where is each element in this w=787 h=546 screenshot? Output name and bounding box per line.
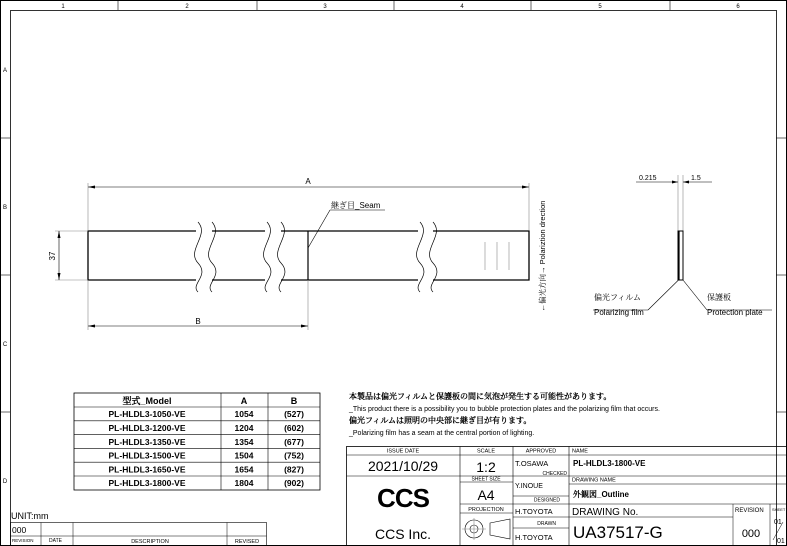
designed-value: H.TOYOTA bbox=[515, 507, 553, 516]
sheet-total: 01 bbox=[777, 538, 785, 545]
sheet-label: SHEET bbox=[772, 507, 786, 512]
b-col-header: B bbox=[290, 396, 298, 406]
model-table bbox=[74, 393, 320, 490]
company-name: CCS Inc. bbox=[374, 526, 432, 542]
model-cell: PL-HLDL3-1800-VE bbox=[108, 478, 186, 488]
polarization-label: ←偏光方向→ Polariztion drection bbox=[538, 200, 547, 312]
column-1: 1 bbox=[61, 4, 65, 10]
model-cell: PL-HLDL3-1200-VE bbox=[108, 423, 186, 433]
film-en-label: Polarizing film bbox=[594, 308, 644, 317]
row-c: C bbox=[2, 342, 8, 348]
a-cell: 1504 bbox=[234, 450, 254, 461]
designed-label: DESIGNED bbox=[533, 497, 560, 504]
drawing-no-label: DRAWING No. bbox=[572, 507, 639, 518]
model-cell: PL-HLDL3-1650-VE bbox=[108, 464, 186, 475]
revised-header: REVISED bbox=[234, 539, 260, 545]
note-1: 本製品は偏光フィルムと保護板の間に気泡が発生する可能性があります。 bbox=[349, 392, 612, 401]
drawing-no-value: UA37517-G bbox=[573, 523, 663, 542]
b-cell: (677) bbox=[284, 437, 304, 447]
model-cell: PL-HLDL3-1350-VE bbox=[108, 437, 186, 447]
drawing-name-label: DRAWING NAME bbox=[572, 477, 616, 484]
b-cell: (902) bbox=[284, 478, 304, 488]
side-view bbox=[593, 175, 772, 317]
drawing-name-value: 外観図_Outline bbox=[573, 490, 630, 499]
a-cell: 1204 bbox=[234, 423, 254, 433]
a-col-header: A bbox=[240, 396, 248, 406]
a-cell: 1054 bbox=[234, 409, 254, 419]
film-jp-label: 偏光フィルム bbox=[594, 293, 642, 302]
note-3: 偏光フィルムは照明の中央部に継ぎ目が有ります。 bbox=[349, 416, 532, 425]
date-header: DATE bbox=[49, 538, 62, 544]
b-cell: (752) bbox=[284, 450, 304, 461]
revision-value-tb: 000 bbox=[741, 528, 761, 540]
notes bbox=[348, 391, 660, 437]
model-cell: PL-HLDL3-1500-VE bbox=[108, 450, 186, 461]
column-4: 4 bbox=[460, 4, 464, 10]
projection-label: PROJECTION bbox=[468, 507, 504, 513]
sheet-size-label: SHEET SIZE bbox=[471, 476, 501, 483]
plate-en-label: Protection plate bbox=[707, 308, 763, 317]
b-cell: (827) bbox=[284, 464, 304, 475]
issue-date-value: 2021/10/29 bbox=[367, 458, 439, 474]
projection-symbol-icon bbox=[462, 518, 510, 540]
plate-jp-label: 保護板 bbox=[707, 293, 731, 302]
a-cell: 1654 bbox=[234, 464, 254, 475]
column-6: 6 bbox=[736, 4, 740, 10]
approved-value: T.OSAWA bbox=[515, 459, 549, 468]
column-3: 3 bbox=[323, 4, 327, 10]
checked-value: Y.INOUE bbox=[515, 483, 543, 490]
note-2: _This product there is a possibility you to bubble protection plates and the polarizing film that occurs. bbox=[349, 406, 660, 413]
column-5: 5 bbox=[598, 4, 602, 10]
drawn-label: DRAWN bbox=[537, 521, 556, 527]
part-front-view bbox=[48, 177, 547, 330]
b-cell: (602) bbox=[284, 423, 304, 433]
seam-label: 継ぎ目_Seam bbox=[331, 201, 381, 210]
a-cell: 1804 bbox=[234, 478, 254, 488]
checked-label: CHECKED bbox=[542, 471, 567, 477]
name-label: NAME bbox=[572, 448, 588, 455]
description-header: DESCRIPTION bbox=[131, 539, 169, 545]
note-4: _Polarizing film has a seam at the central portion of lighting. bbox=[349, 430, 535, 437]
revision-block bbox=[11, 511, 267, 546]
sheet-size-value: A4 bbox=[477, 487, 495, 503]
dim-height-label: 37 bbox=[48, 251, 57, 261]
dim-0215-label: 0.215 bbox=[639, 175, 657, 182]
unit-label: UNIT:mm bbox=[11, 511, 49, 521]
column-markers bbox=[61, 0, 740, 10]
row-a: A bbox=[2, 68, 8, 74]
revision-header: REVISION bbox=[12, 538, 34, 543]
model-col-header: 型式_Model bbox=[122, 396, 172, 406]
column-2: 2 bbox=[185, 4, 189, 10]
name-value: PL-HLDL3-1800-VE bbox=[573, 459, 646, 468]
issue-date-label: ISSUE DATE bbox=[386, 448, 420, 455]
sheet-number: 01 bbox=[774, 519, 782, 526]
a-cell: 1354 bbox=[234, 437, 254, 447]
dim-b-label: B bbox=[195, 317, 201, 326]
model-cell: PL-HLDL3-1050-VE bbox=[108, 409, 186, 419]
row-b: B bbox=[2, 205, 8, 211]
scale-label: SCALE bbox=[476, 448, 496, 455]
dim-15-label: 1.5 bbox=[691, 175, 701, 182]
dim-a-label: A bbox=[305, 177, 311, 186]
title-block bbox=[347, 447, 787, 546]
drawn-value: H.TOYOTA bbox=[515, 533, 553, 542]
row-d: D bbox=[2, 479, 8, 485]
revision-label: REVISION bbox=[735, 508, 764, 514]
approved-label: APPROVED bbox=[525, 448, 557, 455]
revision-value: 000 bbox=[12, 525, 27, 535]
company-logo: CCS bbox=[377, 483, 429, 513]
b-cell: (527) bbox=[284, 409, 304, 419]
scale-value: 1:2 bbox=[476, 459, 496, 475]
